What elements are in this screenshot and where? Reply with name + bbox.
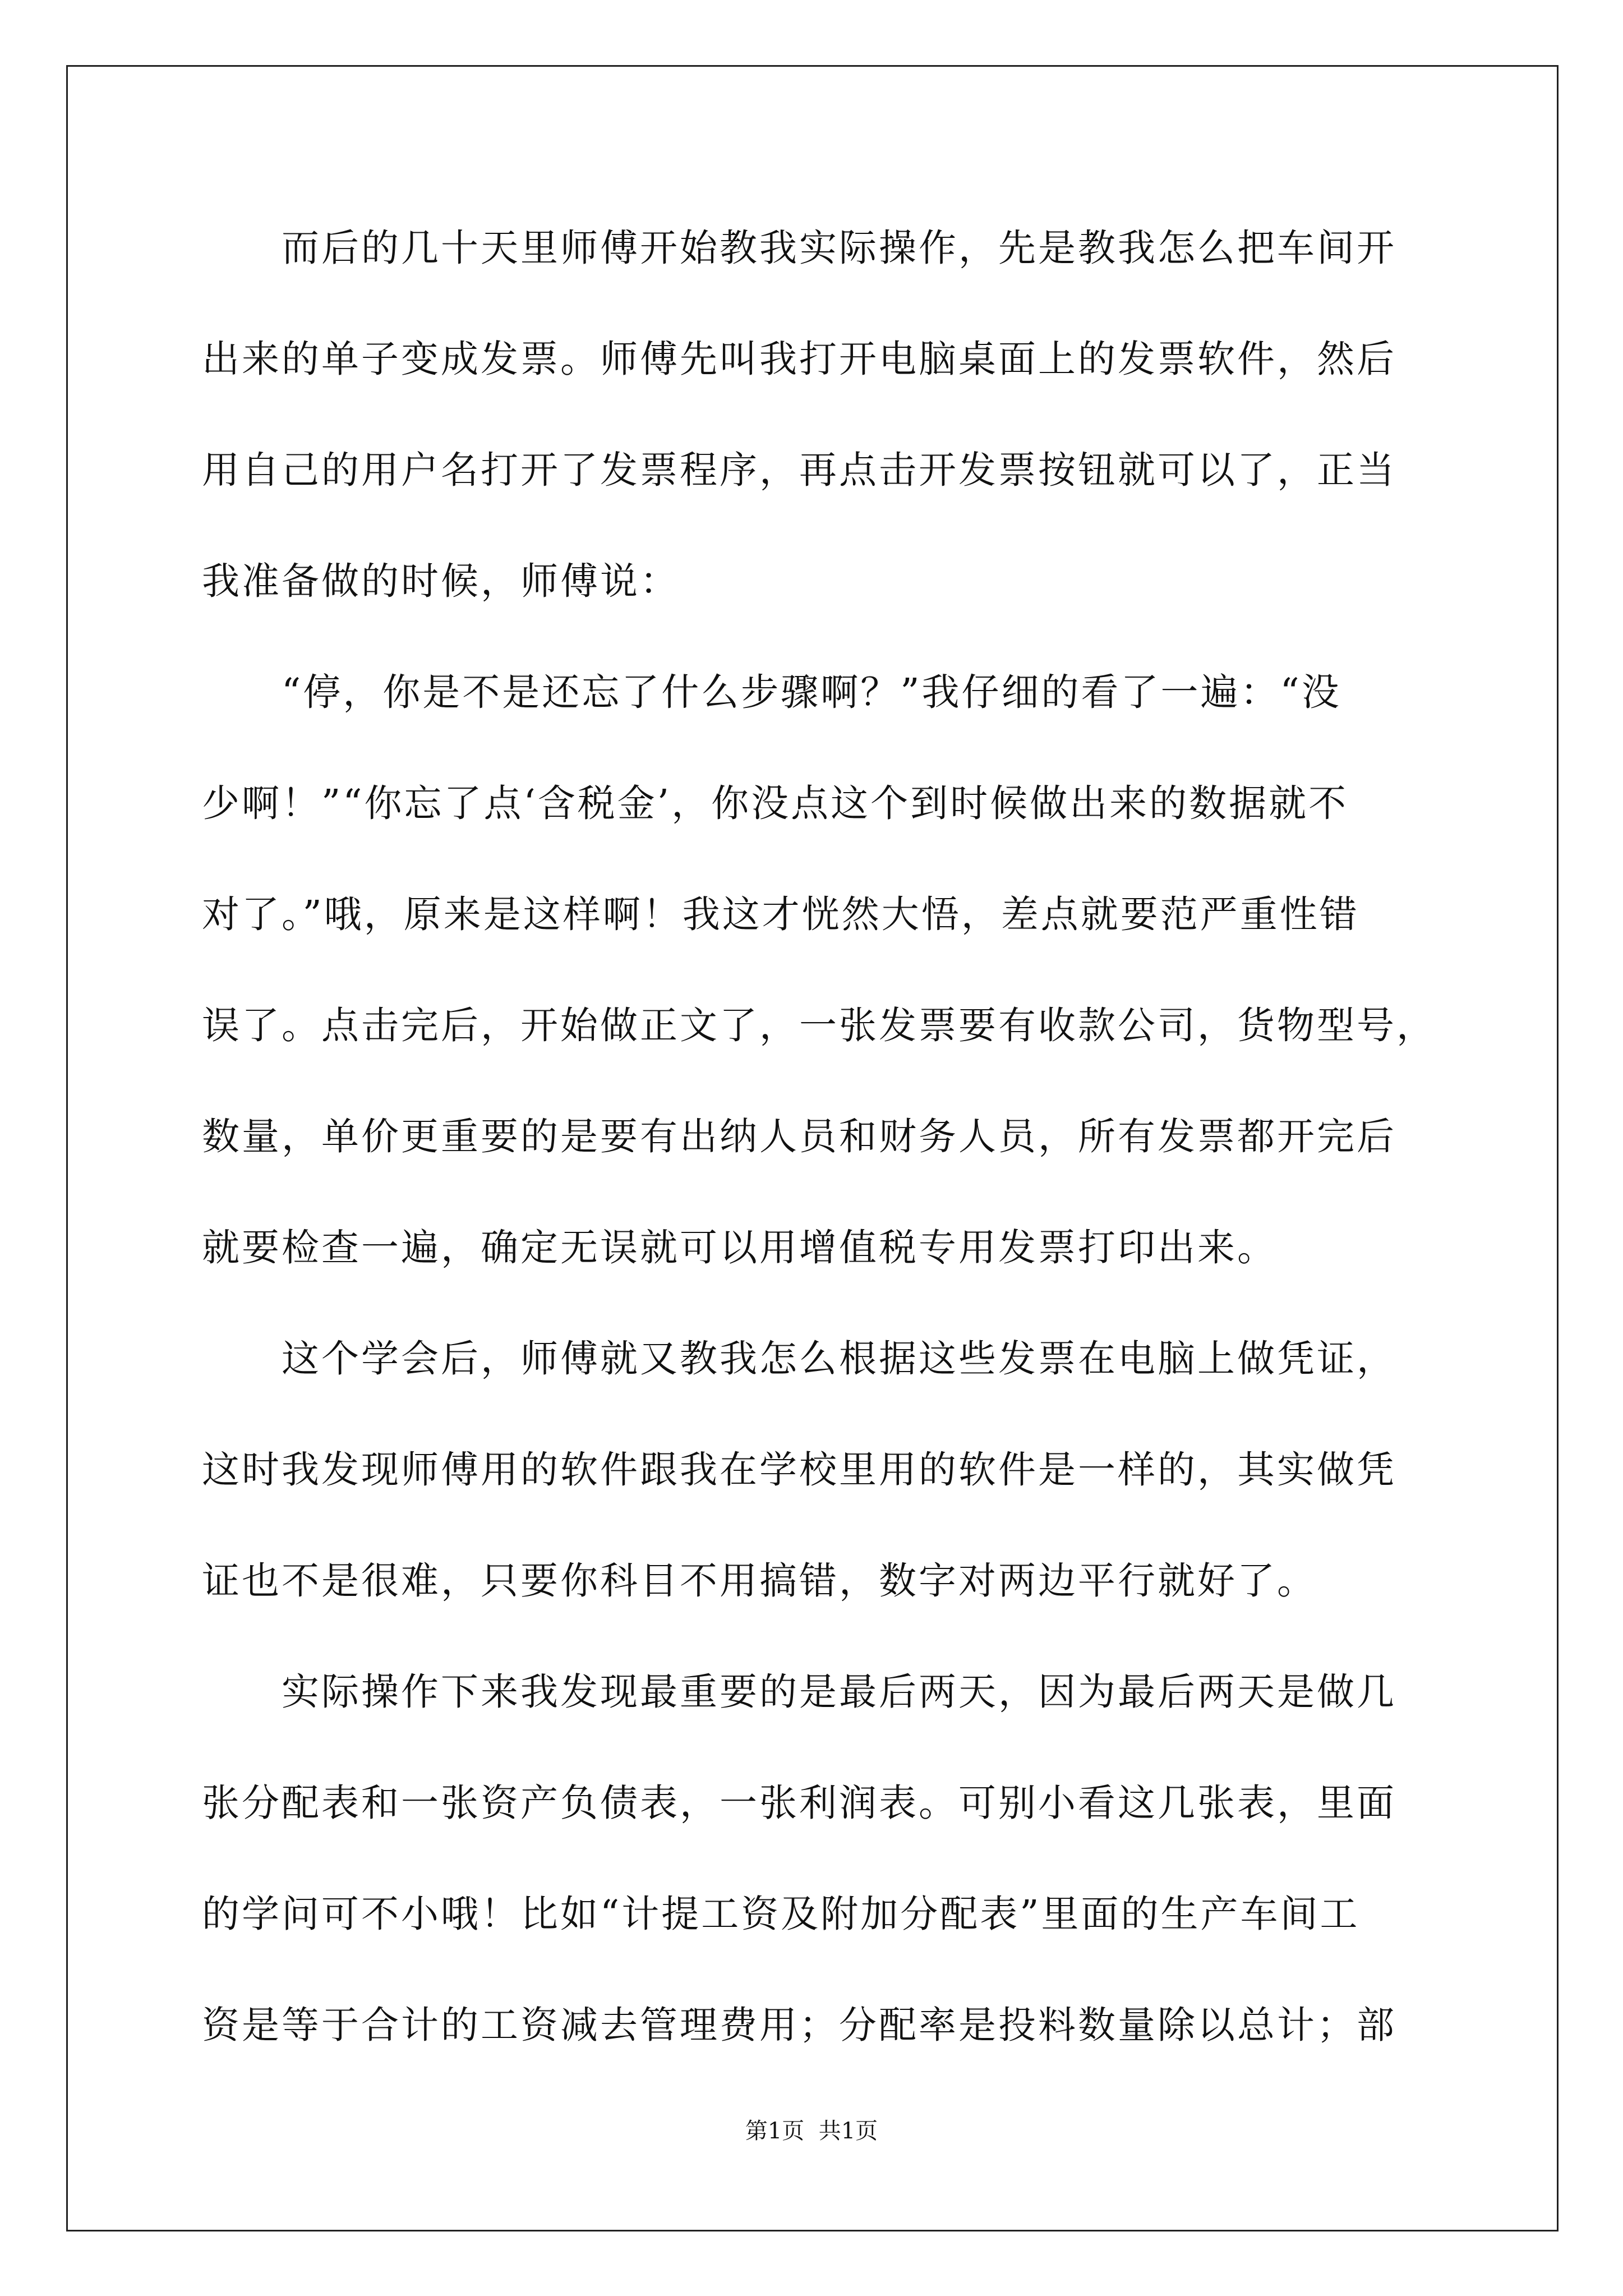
text-line: 张分配表和一张资产负债表，一张利润表。可别小看这几张表，里面 [202,1781,1396,1825]
text-line: 证也不是很难，只要你科目不用搞错，数字对两边平行就好了。 [202,1559,1317,1603]
text-line: 资是等于合计的工资减去管理费用；分配率是投料数量除以总计；部 [202,2003,1396,2047]
text-line: “停，你是不是还忘了什么步骤啊？”我仔细的看了一遍：“没 [202,670,1341,714]
text-line: 用自己的用户名打开了发票程序，再点击开发票按钮就可以了，正当 [202,448,1396,492]
text-line: 数量，单价更重要的是要有出纳人员和财务人员，所有发票都开完后 [202,1115,1396,1158]
text-line: 这个学会后，师傅就又教我怎么根据这些发票在电脑上做凭证， [202,1337,1396,1381]
text-line: 实际操作下来我发现最重要的是最后两天，因为最后两天是做几 [202,1670,1396,1714]
text-line: 这时我发现师傅用的软件跟我在学校里用的软件是一样的，其实做凭 [202,1448,1396,1492]
text-line: 误了。点击完后，开始做正文了，一张发票要有收款公司，货物型号， [202,1004,1436,1047]
text-line: 出来的单子变成发票。师傅先叫我打开电脑桌面上的发票软件，然后 [202,337,1396,381]
text-line: 少啊！”“你忘了点‘含税金’，你没点这个到时候做出来的数据就不 [202,781,1349,825]
text-line: 我准备做的时候，师傅说： [202,559,680,603]
text-line: 就要检查一遍，确定无误就可以用增值税专用发票打印出来。 [202,1226,1277,1269]
text-line: 对了。”哦，原来是这样啊！我这才恍然大悟，差点就要范严重性错 [202,892,1359,936]
text-line: 的学问可不小哦！比如“计提工资及附加分配表”里面的生产车间工 [202,1892,1360,1936]
page-number-footer: 第1页 共1页 [745,2118,878,2144]
text-line: 而后的几十天里师傅开始教我实际操作，先是教我怎么把车间开 [202,226,1396,270]
